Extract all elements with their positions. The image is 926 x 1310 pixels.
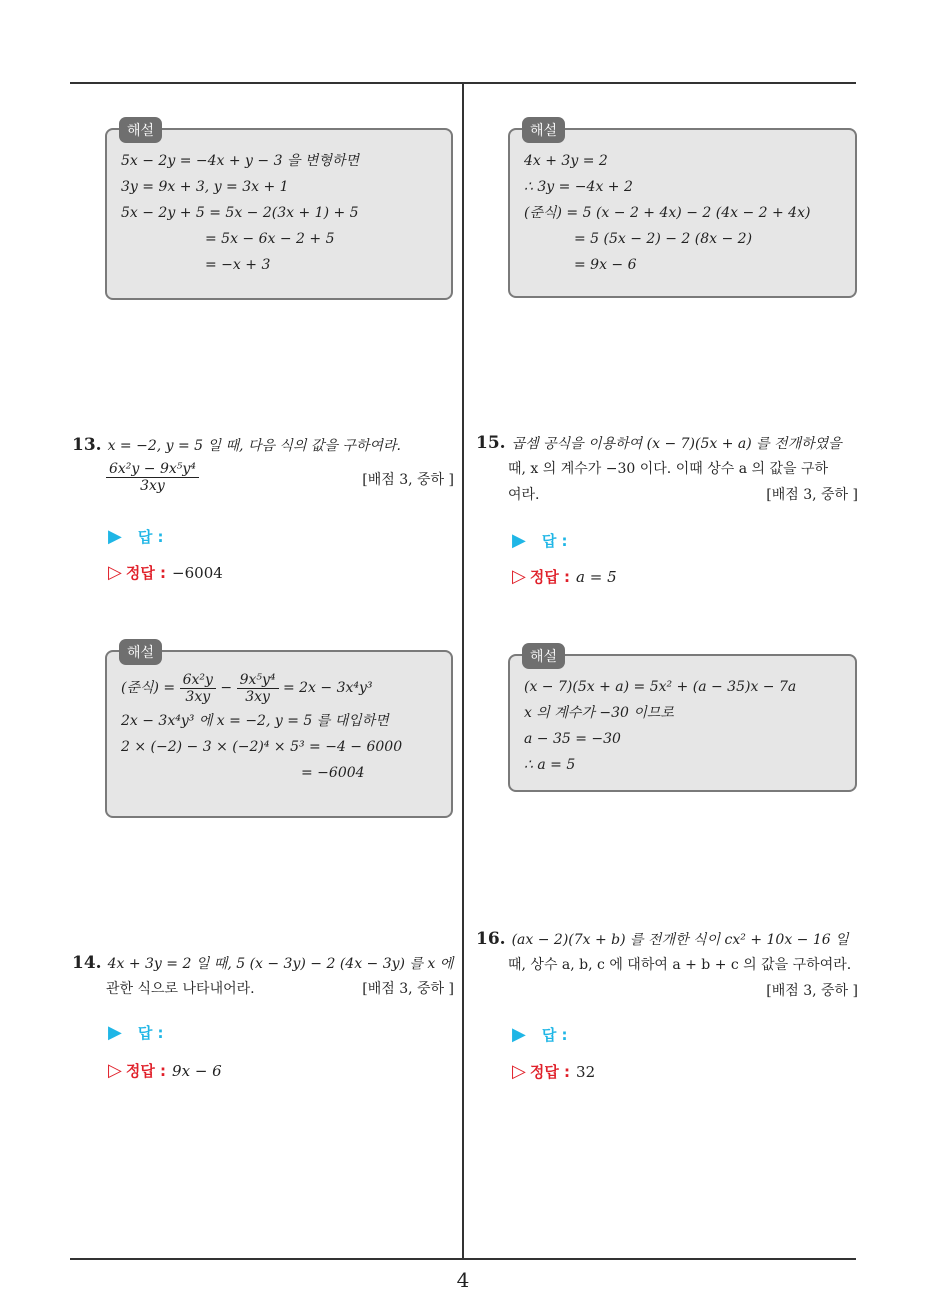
question-text: 관한 식으로 나타내어라.: [106, 981, 255, 997]
question-16: [476, 926, 860, 953]
fraction-numerator: 9x⁵y⁴: [237, 672, 279, 689]
question-13: [72, 432, 454, 459]
question-15-cont: [508, 456, 858, 508]
solution-line: = 5x − 6x − 2 + 5: [205, 231, 335, 247]
solution-line: ∴ 3y = −4x + 2: [524, 179, 633, 195]
play-icon: ▶: [512, 530, 526, 551]
fraction-denominator: 3xy: [245, 688, 270, 705]
solution-line: (x − 7)(5x + a) = 5x² + (a − 35)x − 7a: [524, 679, 797, 695]
page-number: 4: [456, 1268, 470, 1292]
question-text: 때, 상수 a, b, c 에 대하여 a + b + c 의 값을 구하여라.: [508, 957, 852, 973]
solution-line: 2 × (−2) − 3 × (−2)⁴ × 5³ = −4 − 6000: [121, 739, 403, 755]
solution-line: = 9x − 6: [574, 257, 637, 273]
solution-line: ∴ a = 5: [524, 757, 576, 773]
solution-label: 해설: [522, 117, 565, 143]
fraction-denominator: 3xy: [140, 478, 165, 494]
question-text: (ax − 2)(7x + b) 를 전개한 식이 cx² + 10x − 16 일: [511, 932, 849, 948]
outline-play-icon: ▷: [108, 562, 122, 583]
solution-lead: (준식) =: [121, 680, 176, 696]
question-13-expression: [106, 461, 454, 494]
outline-play-icon: ▷: [108, 1060, 122, 1081]
correct-value: 32: [576, 1063, 596, 1081]
solution-line: = −x + 3: [205, 257, 271, 273]
play-icon: ▶: [108, 1022, 122, 1043]
solution-label: 해설: [119, 117, 162, 143]
question-text: 여라.: [508, 487, 540, 503]
fraction: [106, 461, 199, 494]
solution-line: 4x + 3y = 2: [524, 153, 608, 169]
solution-label: 해설: [522, 643, 565, 669]
outline-play-icon: ▷: [512, 566, 526, 587]
solution-line: 5x − 2y + 5 = 5x − 2(3x + 1) + 5: [121, 205, 359, 221]
answer-label: 답 :: [541, 532, 568, 550]
score-label: [배점 3, 중하 ]: [362, 472, 454, 488]
fraction-denominator: 3xy: [185, 688, 211, 705]
solution-line-fraction: [121, 668, 439, 708]
solution-line: a − 35 = −30: [524, 731, 621, 747]
correct-value: −6004: [172, 564, 223, 582]
correct-line-14: [108, 1060, 222, 1081]
question-14-cont: [106, 976, 454, 1002]
solution-box-13: [105, 645, 453, 818]
bottom-rule: [70, 1258, 856, 1260]
fraction-numerator: 6x²y − 9x⁵y⁴: [106, 461, 199, 478]
solution-box-12: [105, 123, 453, 300]
question-text: 4x + 3y = 2 일 때, 5 (x − 3y) − 2 (4x − 3y) 를 x 에: [107, 956, 454, 972]
score-label: [배점 3, 중하 ]: [766, 983, 858, 999]
correct-line-16: [512, 1061, 595, 1082]
play-icon: ▶: [512, 1024, 526, 1045]
solution-line: = −6004: [301, 765, 365, 781]
solution-line: 2x − 3x⁴y³ 에 x = −2, y = 5 를 대입하면: [121, 713, 389, 729]
question-text: 때, x 의 계수가 −30 이다. 이때 상수 a 의 값을 구하: [508, 461, 829, 477]
solution-line: = 5 (5x − 2) − 2 (8x − 2): [574, 231, 753, 247]
correct-value: a = 5: [576, 568, 617, 586]
solution-line: (준식) = 5 (x − 2 + 4x) − 2 (4x − 2 + 4x): [524, 205, 811, 221]
answer-label: 답 :: [137, 1024, 164, 1042]
solution-box-14: [508, 123, 857, 298]
play-icon: ▶: [108, 526, 122, 547]
question-text: 곱셈 공식을 이용하여 (x − 7)(5x + a) 를 전개하였을: [511, 436, 842, 452]
correct-label: 정답 :: [529, 1063, 571, 1081]
question-16-cont: [508, 952, 858, 1004]
answer-line-15: [512, 530, 568, 551]
solution-tail: = 2x − 3x⁴y³: [282, 680, 373, 696]
correct-label: 정답 :: [125, 564, 167, 582]
fraction: [237, 672, 279, 705]
score-label: [배점 3, 중하 ]: [766, 487, 858, 503]
fraction-numerator: 6x²y: [180, 672, 216, 689]
question-text: x = −2, y = 5 일 때, 다음 식의 값을 구하여라.: [107, 438, 401, 454]
correct-value: 9x − 6: [172, 1062, 222, 1080]
question-15: [476, 430, 860, 457]
solution-line: 5x − 2y = −4x + y − 3 을 변형하면: [121, 153, 360, 169]
question-number: 16.: [476, 929, 506, 949]
column-divider: [462, 82, 464, 1258]
answer-line-13: [108, 526, 164, 547]
operator: −: [220, 680, 233, 696]
answer-label: 답 :: [137, 528, 164, 546]
score-label: [배점 3, 중하 ]: [362, 981, 454, 997]
answer-line-14: [108, 1022, 164, 1043]
outline-play-icon: ▷: [512, 1061, 526, 1082]
solution-line: 3y = 9x + 3, y = 3x + 1: [121, 179, 289, 195]
question-number: 13.: [72, 435, 102, 455]
solution-label: 해설: [119, 639, 162, 665]
correct-line-13: [108, 562, 223, 583]
question-number: 14.: [72, 953, 102, 973]
correct-label: 정답 :: [125, 1062, 167, 1080]
question-14: [72, 950, 454, 977]
solution-line: x 의 계수가 −30 이므로: [524, 705, 674, 721]
answer-label: 답 :: [541, 1026, 568, 1044]
answer-line-16: [512, 1024, 568, 1045]
fraction: [180, 672, 216, 705]
question-number: 15.: [476, 433, 506, 453]
correct-line-15: [512, 566, 617, 587]
correct-label: 정답 :: [529, 568, 571, 586]
solution-box-15: [508, 649, 857, 792]
